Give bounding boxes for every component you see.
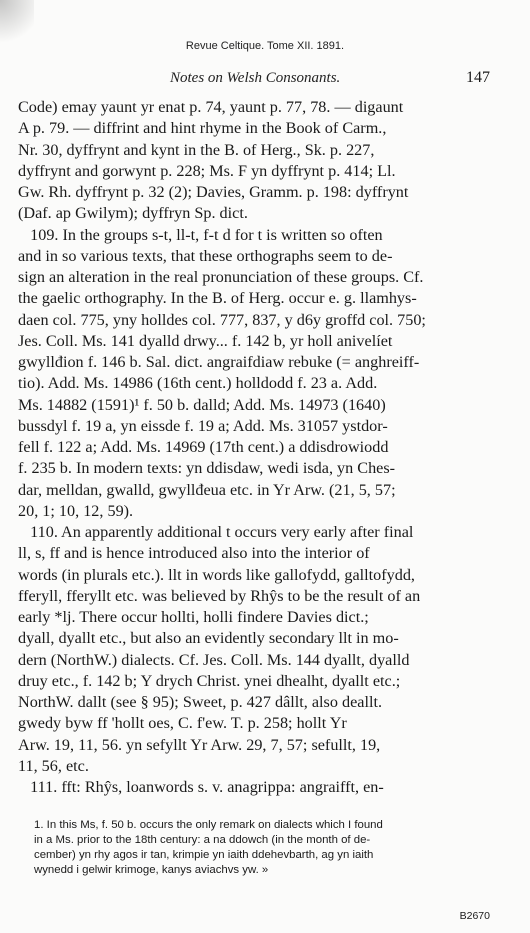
- body-line: Code) emay yaunt yr enat p. 74, yaunt p. 77, 78. — digaunt: [18, 98, 404, 116]
- body-line: the gaelic orthography. In the B. of Herg. occur e. g. llamhys-: [18, 289, 417, 308]
- paragraph-109-start: 109. In the groups s-t, ll-t, f-t d for t is written so often: [18, 225, 383, 244]
- body-line: sign an alteration in the real pronunciation of these groups. Cf.: [18, 268, 424, 286]
- running-head: Notes on Welsh Consonants.: [170, 70, 341, 86]
- body-text: [18, 97, 520, 798]
- body-line: daen col. 775, yny holldes col. 777, 837, y d6y groffd col. 750;: [18, 310, 426, 329]
- body-line: Arw. 19, 11, 56. yn sefyllt Yr Arw. 29, 7, 57; sefullt, 19,: [18, 735, 381, 754]
- body-line: druy etc., f. 142 b; Y drych Christ. ynei dhealht, dyallt etc.;: [18, 671, 401, 690]
- body-line: 20, 1; 10, 12, 59).: [18, 501, 134, 520]
- footnote-line: cember) yn rhy agos ir tan, krimpie yn iaith ddehevbarth, ag yn iaith: [34, 849, 374, 861]
- body-line: gwedy byw ff 'hollt oes, C. f'ew. T. p. 258; hollt Yr: [18, 714, 347, 733]
- body-line: A p. 79. — diffrint and hint rhyme in the Book of Carm.,: [18, 119, 387, 138]
- body-line: tio). Add. Ms. 14986 (16th cent.) holldodd f. 23 a. Add.: [18, 374, 378, 393]
- footnote-line: in a Ms. prior to the 18th century: a na ddowch (in the month of de-: [34, 834, 371, 846]
- body-line: dyall, dyallt etc., but also an evidently secondary llt in mo-: [18, 629, 399, 648]
- body-line: dern (NorthW.) dialects. Cf. Jes. Coll. Ms. 144 dyallt, dyalld: [18, 650, 410, 669]
- body-line: gwyllđion f. 146 b. Sal. dict. angraifdiaw rebuke (= anghreiff-: [18, 353, 420, 371]
- body-line: 11, 56, etc.: [18, 756, 89, 775]
- body-line: dar, melldan, gwalld, gwyllđeua etc. in Yr Arw. (21, 5, 57;: [18, 480, 396, 499]
- body-line: dyffrynt and gorwynt p. 228; Ms. F yn dyffrynt p. 414; Ll.: [18, 161, 396, 180]
- body-line: Nr. 30, dyffrynt and kynt in the B. of Herg., Sk. p. 227,: [18, 140, 375, 159]
- body-line: Ms. 14882 (1591)¹ f. 50 b. dalld; Add. Ms. 14973 (1640): [18, 395, 386, 414]
- footnote-line: 1. In this Ms, f. 50 b. occurs the only remark on dialects which I found: [34, 819, 383, 831]
- body-line: fferyll, fferyllt etc. was believed by Rhŷs to be the result of an: [18, 586, 421, 605]
- paragraph-110-start: 110. An apparently additional t occurs very early after final: [18, 523, 414, 541]
- body-line: Jes. Coll. Ms. 141 dyalld drwy... f. 142 b, yr holl anivelíet: [18, 331, 393, 350]
- body-line: Gw. Rh. dyffrynt p. 32 (2); Davies, Gramm. p. 198: dyffrynt: [18, 183, 409, 201]
- body-line: bussdyl f. 19 a, yn eissde f. 19 a; Add. Ms. 31057 ystdor-: [18, 416, 388, 435]
- body-line: ll, s, ff and is hence introduced also into the interior of: [18, 544, 370, 563]
- body-line: words (in plurals etc.). llt in words like gallofydd, galltofydd,: [18, 565, 415, 584]
- body-line: (Daf. ap Gwilym); dyffryn Sp. dict.: [18, 204, 248, 223]
- body-line: NorthW. dallt (see § 95); Sweet, p. 427 dâllt, also deallt.: [18, 693, 382, 711]
- body-line: f. 235 b. In modern texts: yn ddisdaw, wedi isda, yn Ches-: [18, 459, 396, 478]
- body-line: and in so various texts, that these orthographs seem to de-: [18, 246, 393, 265]
- footnote-line: wynedd i gelwir krimoge, kanys aviachvs yw. »: [34, 864, 269, 876]
- source-citation: Revue Celtique. Tome XII. 1891.: [185, 40, 345, 52]
- footnote: [34, 818, 514, 878]
- page-number: 147: [466, 69, 490, 86]
- body-line: early *lj. There occur hollti, holli findere Davies dict.;: [18, 608, 369, 626]
- paragraph-111-start: 111. fft: Rhŷs, loanwords s. v. anagrippa: angraifft, en-: [18, 778, 384, 796]
- body-line: fell f. 122 a; Add. Ms. 14969 (17th cent.) a ddisdrowiodd: [18, 438, 389, 456]
- catalog-number: B2670: [459, 910, 490, 922]
